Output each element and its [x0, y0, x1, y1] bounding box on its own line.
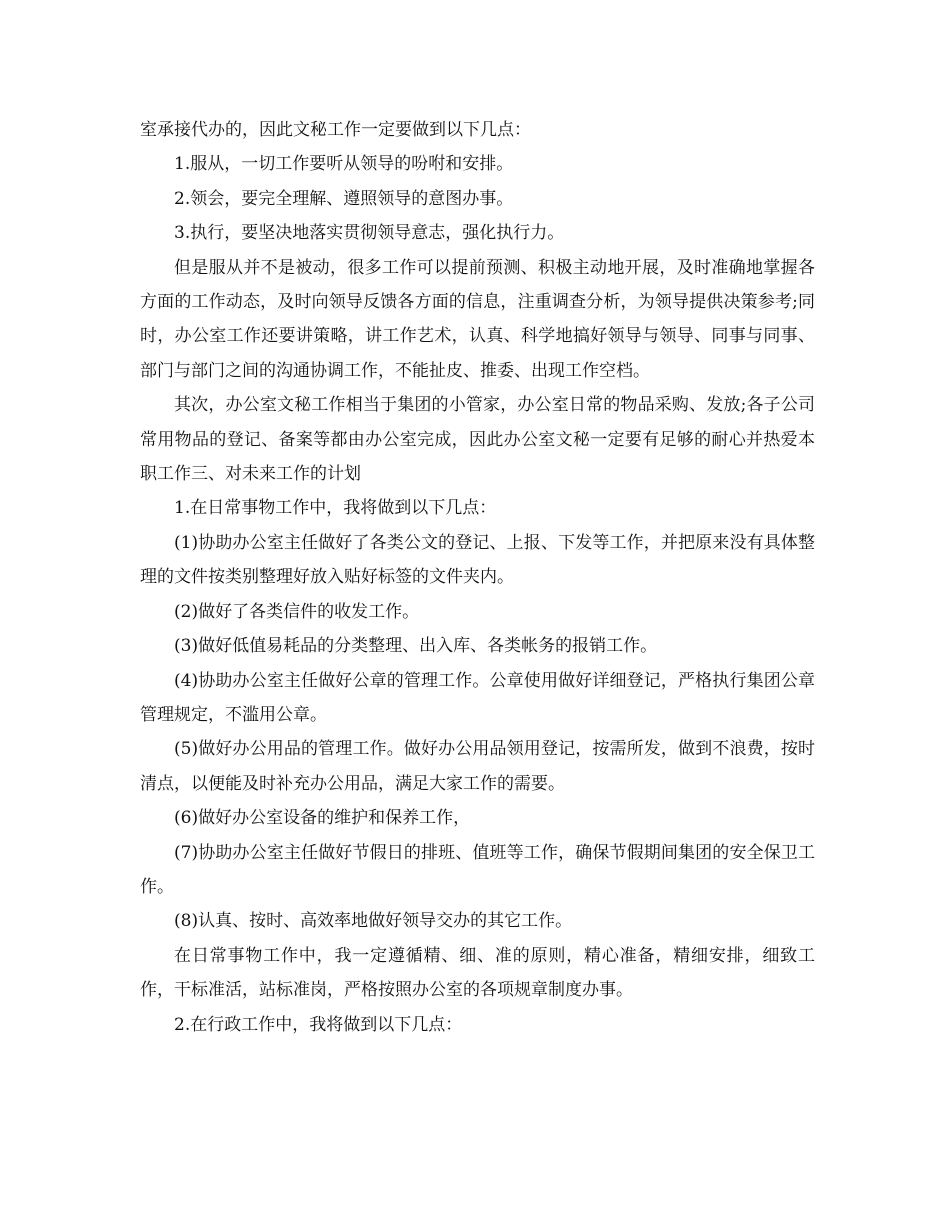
paragraph: 2.在行政工作中，我将做到以下几点：	[174, 1014, 463, 1035]
paragraph: (8)认真、按时、高效率地做好领导交办的其它工作。	[174, 911, 573, 932]
document-body	[140, 113, 815, 1042]
paragraph: (3)做好低值易耗品的分类整理、出入库、各类帐务的报销工作。	[174, 636, 658, 657]
paragraph: (2)做好了各类信件的收发工作。	[174, 601, 420, 622]
paragraph: 其次，办公室文秘工作相当于集团的小管家，办公室日常的物品采购、发放;各子公司常用物品的登记、备案等都由办公室完成，因此办公室文秘一定要有足够的耐心并热爱本职工作三、对未来工作的计划	[140, 395, 815, 485]
paragraph: (5)做好办公用品的管理工作。做好办公用品领用登记，按需所发，做到不浪费，按时清点，以便能及时补充办公用品，满足大家工作的需要。	[140, 739, 815, 794]
paragraph: 1.服从，一切工作要听从领导的吩咐和安排。	[174, 154, 514, 175]
paragraph: (1)协助办公室主任做好了各类公文的登记、上报、下发等工作，并把原来没有具体整理的文件按类别整理好放入贴好标签的文件夹内。	[140, 532, 815, 588]
paragraph: 3.执行，要坚决地落实贯彻领导意志，强化执行力。	[174, 223, 565, 244]
paragraph: 1.在日常事物工作中，我将做到以下几点：	[174, 498, 497, 519]
paragraph: 室承接代办的，因此文秘工作一定要做到以下几点：	[140, 120, 531, 140]
paragraph: 在日常事物工作中，我一定遵循精、细、准的原则，精心准备，精细安排，细致工作，干标准活，站标准岗，严格按照办公室的各项规章制度办事。	[140, 945, 815, 1001]
paragraph: (4)协助办公室主任做好公章的管理工作。公章使用做好详细登记，严格执行集团公章管理规定，不滥用公章。	[140, 670, 815, 725]
paragraph: 2.领会，要完全理解、遵照领导的意图办事。	[174, 188, 514, 209]
paragraph: 但是服从并不是被动，很多工作可以提前预测、积极主动地开展，及时准确地掌握各方面的工作动态，及时向领导反馈各方面的信息，注重调查分析，为领导提供决策参考;同时，办公室工作还要讲策略，讲工作艺术，认真、科学地搞好领导与领导、同事与同事、部门与部门之间的沟通协调工作，不能扯皮、推委、出现工作空档。	[140, 257, 815, 381]
paragraph: (7)协助办公室主任做好节假日的排班、值班等工作，确保节假期间集团的安全保卫工作。	[140, 842, 815, 897]
paragraph: (6)做好办公室设备的维护和保养工作，	[174, 808, 471, 829]
